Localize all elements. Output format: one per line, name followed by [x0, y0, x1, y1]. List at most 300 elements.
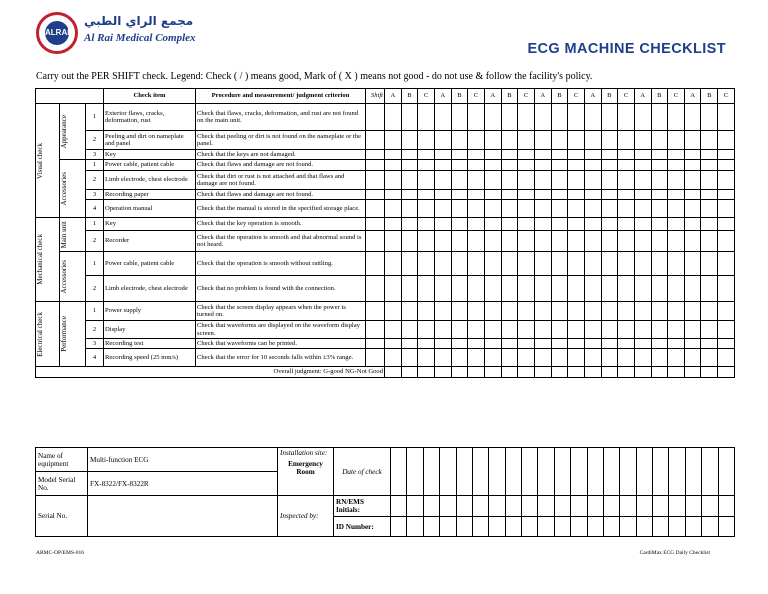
shift-check-cell[interactable]: [451, 200, 468, 218]
shift-check-cell[interactable]: [568, 131, 585, 150]
shift-check-cell[interactable]: [484, 171, 501, 190]
shift-check-cell[interactable]: [484, 190, 501, 200]
date-cell[interactable]: [522, 517, 538, 537]
shift-check-cell[interactable]: [601, 131, 618, 150]
date-cell[interactable]: [505, 496, 521, 517]
shift-check-cell[interactable]: [418, 349, 435, 367]
date-cell[interactable]: [489, 448, 505, 496]
shift-check-cell[interactable]: [634, 339, 651, 349]
date-cell[interactable]: [440, 496, 456, 517]
shift-check-cell[interactable]: [668, 104, 685, 131]
date-cell[interactable]: [407, 517, 423, 537]
shift-check-cell[interactable]: [501, 131, 518, 150]
shift-check-cell[interactable]: [401, 218, 418, 231]
shift-check-cell[interactable]: [568, 339, 585, 349]
shift-check-cell[interactable]: [568, 171, 585, 190]
shift-check-cell[interactable]: [684, 160, 701, 171]
date-cell[interactable]: [653, 517, 669, 537]
shift-check-cell[interactable]: [718, 339, 735, 349]
judgment-cell[interactable]: [601, 367, 618, 378]
shift-check-cell[interactable]: [418, 339, 435, 349]
shift-check-cell[interactable]: [385, 104, 402, 131]
shift-check-cell[interactable]: [518, 150, 535, 160]
shift-check-cell[interactable]: [518, 349, 535, 367]
shift-check-cell[interactable]: [534, 131, 551, 150]
shift-check-cell[interactable]: [651, 171, 668, 190]
shift-check-cell[interactable]: [418, 150, 435, 160]
shift-check-cell[interactable]: [668, 171, 685, 190]
shift-check-cell[interactable]: [618, 200, 635, 218]
shift-check-cell[interactable]: [401, 160, 418, 171]
date-cell[interactable]: [505, 517, 521, 537]
shift-check-cell[interactable]: [701, 276, 718, 302]
shift-check-cell[interactable]: [401, 276, 418, 302]
shift-check-cell[interactable]: [401, 321, 418, 339]
shift-check-cell[interactable]: [618, 218, 635, 231]
shift-check-cell[interactable]: [668, 349, 685, 367]
shift-check-cell[interactable]: [601, 302, 618, 321]
shift-check-cell[interactable]: [551, 171, 568, 190]
shift-check-cell[interactable]: [518, 131, 535, 150]
shift-check-cell[interactable]: [451, 104, 468, 131]
shift-check-cell[interactable]: [568, 150, 585, 160]
shift-check-cell[interactable]: [385, 276, 402, 302]
shift-check-cell[interactable]: [618, 252, 635, 276]
shift-check-cell[interactable]: [468, 276, 485, 302]
shift-check-cell[interactable]: [518, 276, 535, 302]
shift-check-cell[interactable]: [584, 190, 601, 200]
shift-check-cell[interactable]: [434, 276, 451, 302]
shift-check-cell[interactable]: [601, 200, 618, 218]
shift-check-cell[interactable]: [618, 276, 635, 302]
date-cell[interactable]: [587, 496, 603, 517]
shift-check-cell[interactable]: [684, 190, 701, 200]
shift-check-cell[interactable]: [518, 302, 535, 321]
judgment-cell[interactable]: [668, 367, 685, 378]
shift-check-cell[interactable]: [434, 160, 451, 171]
shift-check-cell[interactable]: [551, 131, 568, 150]
shift-check-cell[interactable]: [618, 190, 635, 200]
shift-check-cell[interactable]: [568, 190, 585, 200]
shift-check-cell[interactable]: [551, 218, 568, 231]
shift-check-cell[interactable]: [501, 104, 518, 131]
shift-check-cell[interactable]: [434, 190, 451, 200]
shift-check-cell[interactable]: [668, 321, 685, 339]
shift-check-cell[interactable]: [501, 302, 518, 321]
shift-check-cell[interactable]: [534, 302, 551, 321]
shift-check-cell[interactable]: [701, 252, 718, 276]
shift-check-cell[interactable]: [551, 160, 568, 171]
shift-check-cell[interactable]: [634, 252, 651, 276]
shift-check-cell[interactable]: [401, 349, 418, 367]
shift-check-cell[interactable]: [551, 252, 568, 276]
shift-check-cell[interactable]: [701, 339, 718, 349]
date-cell[interactable]: [718, 517, 734, 537]
shift-check-cell[interactable]: [501, 276, 518, 302]
shift-check-cell[interactable]: [634, 160, 651, 171]
judgment-cell[interactable]: [468, 367, 485, 378]
shift-check-cell[interactable]: [618, 349, 635, 367]
shift-check-cell[interactable]: [551, 276, 568, 302]
judgment-cell[interactable]: [701, 367, 718, 378]
shift-check-cell[interactable]: [568, 302, 585, 321]
date-cell[interactable]: [456, 517, 472, 537]
shift-check-cell[interactable]: [651, 150, 668, 160]
shift-check-cell[interactable]: [684, 252, 701, 276]
shift-check-cell[interactable]: [601, 160, 618, 171]
shift-check-cell[interactable]: [418, 321, 435, 339]
shift-check-cell[interactable]: [634, 349, 651, 367]
shift-check-cell[interactable]: [684, 218, 701, 231]
shift-check-cell[interactable]: [668, 160, 685, 171]
shift-check-cell[interactable]: [518, 200, 535, 218]
shift-check-cell[interactable]: [468, 302, 485, 321]
date-cell[interactable]: [587, 517, 603, 537]
date-cell[interactable]: [407, 496, 423, 517]
shift-check-cell[interactable]: [385, 190, 402, 200]
date-cell[interactable]: [489, 496, 505, 517]
shift-check-cell[interactable]: [434, 231, 451, 252]
shift-check-cell[interactable]: [668, 231, 685, 252]
date-cell[interactable]: [571, 496, 587, 517]
shift-check-cell[interactable]: [651, 104, 668, 131]
judgment-cell[interactable]: [484, 367, 501, 378]
shift-check-cell[interactable]: [501, 160, 518, 171]
shift-check-cell[interactable]: [434, 171, 451, 190]
date-cell[interactable]: [472, 448, 488, 496]
shift-check-cell[interactable]: [684, 302, 701, 321]
shift-check-cell[interactable]: [451, 150, 468, 160]
shift-check-cell[interactable]: [584, 321, 601, 339]
shift-check-cell[interactable]: [385, 218, 402, 231]
shift-check-cell[interactable]: [601, 321, 618, 339]
shift-check-cell[interactable]: [601, 276, 618, 302]
shift-check-cell[interactable]: [651, 231, 668, 252]
shift-check-cell[interactable]: [568, 104, 585, 131]
shift-check-cell[interactable]: [584, 160, 601, 171]
shift-check-cell[interactable]: [684, 349, 701, 367]
judgment-cell[interactable]: [434, 367, 451, 378]
shift-check-cell[interactable]: [568, 252, 585, 276]
shift-check-cell[interactable]: [385, 160, 402, 171]
shift-check-cell[interactable]: [518, 160, 535, 171]
shift-check-cell[interactable]: [551, 150, 568, 160]
judgment-cell[interactable]: [684, 367, 701, 378]
shift-check-cell[interactable]: [401, 131, 418, 150]
shift-check-cell[interactable]: [451, 131, 468, 150]
judgment-cell[interactable]: [651, 367, 668, 378]
shift-check-cell[interactable]: [401, 200, 418, 218]
date-cell[interactable]: [702, 496, 718, 517]
shift-check-cell[interactable]: [501, 252, 518, 276]
shift-check-cell[interactable]: [385, 252, 402, 276]
shift-check-cell[interactable]: [651, 131, 668, 150]
shift-check-cell[interactable]: [668, 302, 685, 321]
date-cell[interactable]: [391, 496, 407, 517]
shift-check-cell[interactable]: [634, 131, 651, 150]
date-cell[interactable]: [636, 448, 652, 496]
shift-check-cell[interactable]: [684, 150, 701, 160]
shift-check-cell[interactable]: [634, 302, 651, 321]
shift-check-cell[interactable]: [468, 218, 485, 231]
judgment-cell[interactable]: [451, 367, 468, 378]
date-cell[interactable]: [489, 517, 505, 537]
shift-check-cell[interactable]: [618, 302, 635, 321]
date-cell[interactable]: [685, 517, 701, 537]
shift-check-cell[interactable]: [501, 349, 518, 367]
shift-check-cell[interactable]: [551, 349, 568, 367]
date-cell[interactable]: [423, 448, 439, 496]
shift-check-cell[interactable]: [601, 231, 618, 252]
shift-check-cell[interactable]: [584, 252, 601, 276]
shift-check-cell[interactable]: [684, 339, 701, 349]
shift-check-cell[interactable]: [434, 339, 451, 349]
shift-check-cell[interactable]: [484, 150, 501, 160]
shift-check-cell[interactable]: [468, 190, 485, 200]
shift-check-cell[interactable]: [434, 252, 451, 276]
date-cell[interactable]: [718, 496, 734, 517]
shift-check-cell[interactable]: [385, 150, 402, 160]
shift-check-cell[interactable]: [418, 302, 435, 321]
shift-check-cell[interactable]: [684, 131, 701, 150]
shift-check-cell[interactable]: [451, 302, 468, 321]
shift-check-cell[interactable]: [451, 218, 468, 231]
shift-check-cell[interactable]: [601, 349, 618, 367]
date-cell[interactable]: [456, 496, 472, 517]
shift-check-cell[interactable]: [634, 190, 651, 200]
shift-check-cell[interactable]: [434, 200, 451, 218]
shift-check-cell[interactable]: [518, 339, 535, 349]
shift-check-cell[interactable]: [584, 131, 601, 150]
shift-check-cell[interactable]: [518, 190, 535, 200]
shift-check-cell[interactable]: [401, 150, 418, 160]
date-cell[interactable]: [702, 448, 718, 496]
shift-check-cell[interactable]: [601, 150, 618, 160]
shift-check-cell[interactable]: [501, 190, 518, 200]
shift-check-cell[interactable]: [518, 321, 535, 339]
shift-check-cell[interactable]: [568, 160, 585, 171]
shift-check-cell[interactable]: [584, 150, 601, 160]
shift-check-cell[interactable]: [534, 252, 551, 276]
shift-check-cell[interactable]: [634, 171, 651, 190]
shift-check-cell[interactable]: [518, 104, 535, 131]
date-cell[interactable]: [456, 448, 472, 496]
shift-check-cell[interactable]: [385, 321, 402, 339]
shift-check-cell[interactable]: [501, 150, 518, 160]
date-cell[interactable]: [538, 517, 554, 537]
judgment-cell[interactable]: [584, 367, 601, 378]
shift-check-cell[interactable]: [601, 218, 618, 231]
shift-check-cell[interactable]: [418, 190, 435, 200]
shift-check-cell[interactable]: [401, 190, 418, 200]
shift-check-cell[interactable]: [651, 321, 668, 339]
shift-check-cell[interactable]: [651, 252, 668, 276]
shift-check-cell[interactable]: [584, 339, 601, 349]
shift-check-cell[interactable]: [434, 218, 451, 231]
date-cell[interactable]: [391, 448, 407, 496]
shift-check-cell[interactable]: [551, 200, 568, 218]
shift-check-cell[interactable]: [701, 150, 718, 160]
shift-check-cell[interactable]: [634, 231, 651, 252]
date-cell[interactable]: [636, 496, 652, 517]
shift-check-cell[interactable]: [584, 349, 601, 367]
shift-check-cell[interactable]: [701, 200, 718, 218]
shift-check-cell[interactable]: [468, 150, 485, 160]
shift-check-cell[interactable]: [701, 349, 718, 367]
shift-check-cell[interactable]: [451, 252, 468, 276]
shift-check-cell[interactable]: [534, 321, 551, 339]
date-cell[interactable]: [423, 496, 439, 517]
date-cell[interactable]: [472, 496, 488, 517]
shift-check-cell[interactable]: [651, 200, 668, 218]
shift-check-cell[interactable]: [718, 171, 735, 190]
date-cell[interactable]: [603, 448, 619, 496]
date-cell[interactable]: [653, 496, 669, 517]
shift-check-cell[interactable]: [618, 160, 635, 171]
shift-check-cell[interactable]: [484, 252, 501, 276]
shift-check-cell[interactable]: [668, 276, 685, 302]
shift-check-cell[interactable]: [401, 252, 418, 276]
shift-check-cell[interactable]: [385, 131, 402, 150]
date-cell[interactable]: [587, 448, 603, 496]
date-cell[interactable]: [440, 448, 456, 496]
shift-check-cell[interactable]: [468, 171, 485, 190]
shift-check-cell[interactable]: [634, 104, 651, 131]
shift-check-cell[interactable]: [484, 321, 501, 339]
shift-check-cell[interactable]: [684, 231, 701, 252]
shift-check-cell[interactable]: [418, 104, 435, 131]
shift-check-cell[interactable]: [468, 160, 485, 171]
shift-check-cell[interactable]: [468, 104, 485, 131]
shift-check-cell[interactable]: [551, 190, 568, 200]
shift-check-cell[interactable]: [601, 171, 618, 190]
shift-check-cell[interactable]: [618, 171, 635, 190]
shift-check-cell[interactable]: [568, 200, 585, 218]
judgment-cell[interactable]: [551, 367, 568, 378]
shift-check-cell[interactable]: [468, 131, 485, 150]
shift-check-cell[interactable]: [401, 302, 418, 321]
date-cell[interactable]: [718, 448, 734, 496]
shift-check-cell[interactable]: [418, 218, 435, 231]
shift-check-cell[interactable]: [651, 276, 668, 302]
shift-check-cell[interactable]: [385, 339, 402, 349]
shift-check-cell[interactable]: [385, 171, 402, 190]
shift-check-cell[interactable]: [584, 218, 601, 231]
shift-check-cell[interactable]: [451, 231, 468, 252]
shift-check-cell[interactable]: [618, 321, 635, 339]
shift-check-cell[interactable]: [701, 218, 718, 231]
shift-check-cell[interactable]: [718, 218, 735, 231]
shift-check-cell[interactable]: [718, 190, 735, 200]
judgment-cell[interactable]: [534, 367, 551, 378]
shift-check-cell[interactable]: [551, 302, 568, 321]
shift-check-cell[interactable]: [634, 321, 651, 339]
shift-check-cell[interactable]: [551, 104, 568, 131]
shift-check-cell[interactable]: [534, 160, 551, 171]
shift-check-cell[interactable]: [668, 131, 685, 150]
shift-check-cell[interactable]: [434, 104, 451, 131]
shift-check-cell[interactable]: [534, 276, 551, 302]
shift-check-cell[interactable]: [584, 171, 601, 190]
shift-check-cell[interactable]: [701, 190, 718, 200]
shift-check-cell[interactable]: [401, 104, 418, 131]
shift-check-cell[interactable]: [601, 339, 618, 349]
shift-check-cell[interactable]: [601, 252, 618, 276]
date-cell[interactable]: [636, 517, 652, 537]
shift-check-cell[interactable]: [484, 218, 501, 231]
shift-check-cell[interactable]: [534, 200, 551, 218]
shift-check-cell[interactable]: [401, 339, 418, 349]
shift-check-cell[interactable]: [534, 190, 551, 200]
shift-check-cell[interactable]: [701, 131, 718, 150]
shift-check-cell[interactable]: [451, 171, 468, 190]
shift-check-cell[interactable]: [718, 276, 735, 302]
shift-check-cell[interactable]: [534, 349, 551, 367]
shift-check-cell[interactable]: [468, 339, 485, 349]
date-cell[interactable]: [620, 517, 636, 537]
shift-check-cell[interactable]: [718, 349, 735, 367]
shift-check-cell[interactable]: [701, 171, 718, 190]
shift-check-cell[interactable]: [534, 339, 551, 349]
shift-check-cell[interactable]: [634, 218, 651, 231]
shift-check-cell[interactable]: [651, 218, 668, 231]
shift-check-cell[interactable]: [418, 231, 435, 252]
shift-check-cell[interactable]: [601, 104, 618, 131]
judgment-cell[interactable]: [501, 367, 518, 378]
shift-check-cell[interactable]: [468, 321, 485, 339]
shift-check-cell[interactable]: [618, 150, 635, 160]
shift-check-cell[interactable]: [434, 150, 451, 160]
shift-check-cell[interactable]: [501, 218, 518, 231]
judgment-cell[interactable]: [518, 367, 535, 378]
date-cell[interactable]: [538, 448, 554, 496]
shift-check-cell[interactable]: [551, 339, 568, 349]
shift-check-cell[interactable]: [684, 200, 701, 218]
shift-check-cell[interactable]: [651, 339, 668, 349]
shift-check-cell[interactable]: [634, 276, 651, 302]
shift-check-cell[interactable]: [434, 302, 451, 321]
shift-check-cell[interactable]: [568, 321, 585, 339]
shift-check-cell[interactable]: [701, 321, 718, 339]
date-cell[interactable]: [571, 517, 587, 537]
date-cell[interactable]: [554, 448, 570, 496]
shift-check-cell[interactable]: [484, 276, 501, 302]
date-cell[interactable]: [554, 517, 570, 537]
serial-value[interactable]: [88, 496, 278, 537]
shift-check-cell[interactable]: [451, 349, 468, 367]
shift-check-cell[interactable]: [518, 171, 535, 190]
shift-check-cell[interactable]: [468, 200, 485, 218]
date-cell[interactable]: [603, 496, 619, 517]
shift-check-cell[interactable]: [718, 231, 735, 252]
shift-check-cell[interactable]: [451, 339, 468, 349]
shift-check-cell[interactable]: [468, 231, 485, 252]
shift-check-cell[interactable]: [651, 160, 668, 171]
shift-check-cell[interactable]: [484, 349, 501, 367]
shift-check-cell[interactable]: [701, 231, 718, 252]
shift-check-cell[interactable]: [618, 339, 635, 349]
shift-check-cell[interactable]: [618, 131, 635, 150]
shift-check-cell[interactable]: [551, 231, 568, 252]
shift-check-cell[interactable]: [418, 252, 435, 276]
shift-check-cell[interactable]: [668, 190, 685, 200]
shift-check-cell[interactable]: [568, 276, 585, 302]
shift-check-cell[interactable]: [484, 131, 501, 150]
shift-check-cell[interactable]: [568, 231, 585, 252]
shift-check-cell[interactable]: [451, 276, 468, 302]
shift-check-cell[interactable]: [551, 321, 568, 339]
shift-check-cell[interactable]: [651, 302, 668, 321]
